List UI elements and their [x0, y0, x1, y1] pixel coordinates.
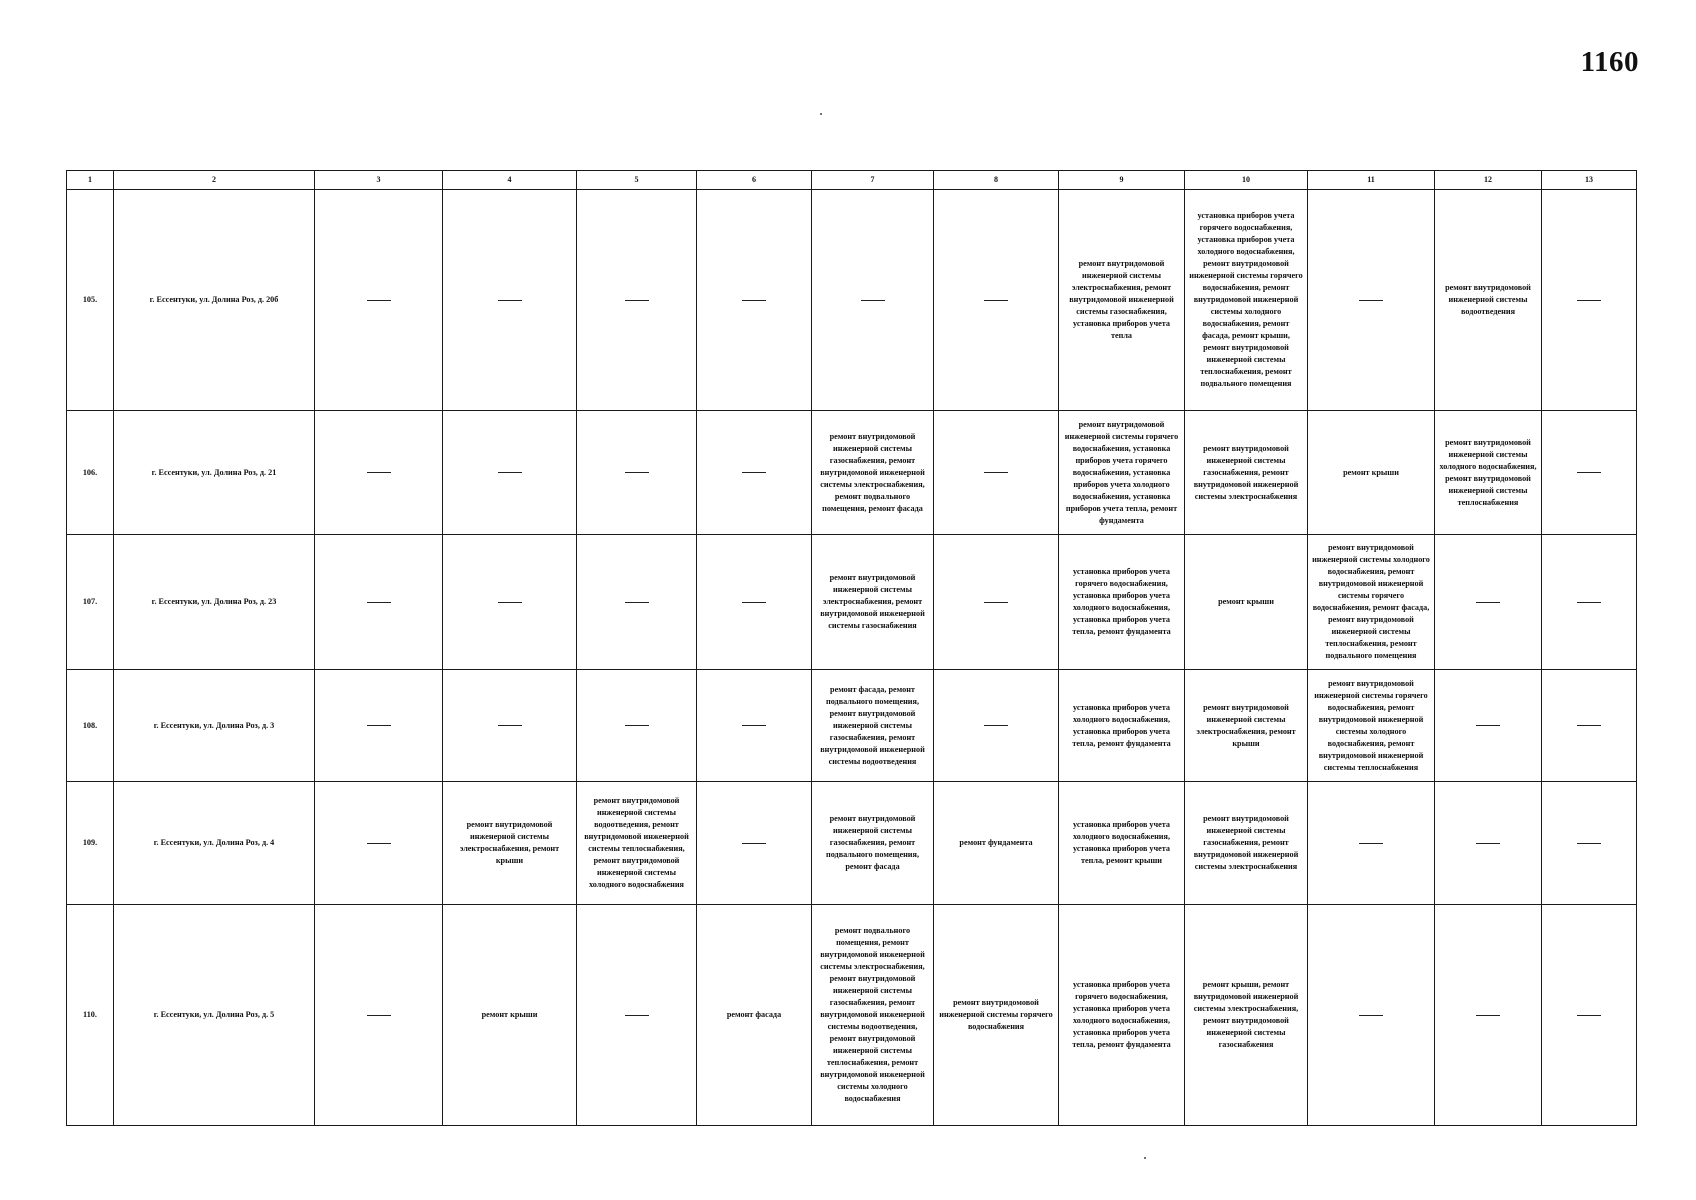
empty-cell	[315, 905, 443, 1126]
work-cell: ремонт крыши, ремонт внутридомовой инженерной системы электроснабжения, ремонт внутридомовой инженерной системы газоснабжения	[1185, 905, 1308, 1126]
row-number: 109.	[67, 782, 114, 905]
work-cell: ремонт внутридомовой инженерной системы газоснабжения, ремонт подвального помещения, ремонт фасада	[812, 782, 934, 905]
dash-mark	[1359, 300, 1383, 301]
empty-cell	[1308, 905, 1435, 1126]
dash-mark	[984, 725, 1008, 726]
dash-mark	[625, 300, 649, 301]
work-cell: ремонт внутридомовой инженерной системы горячего водоснабжения, установка приборов учета горячего водоснабжения, установка приборов учета холодного водоснабжения, установка приборов учета тепла, ремонт фундамента	[1059, 411, 1185, 535]
empty-cell	[812, 190, 934, 411]
table-row	[67, 535, 1637, 670]
dash-mark	[1577, 602, 1601, 603]
empty-cell	[315, 190, 443, 411]
empty-cell	[1542, 190, 1637, 411]
empty-cell	[1542, 670, 1637, 782]
column-header: 7	[812, 171, 934, 190]
column-header: 12	[1435, 171, 1542, 190]
empty-cell	[1308, 782, 1435, 905]
dash-mark	[861, 300, 885, 301]
work-cell: ремонт внутридомовой инженерной системы электроснабжения, ремонт внутридомовой инженерной системы газоснабжения	[812, 535, 934, 670]
dash-mark	[984, 472, 1008, 473]
dash-mark	[1476, 725, 1500, 726]
empty-cell	[577, 411, 697, 535]
empty-cell	[1435, 670, 1542, 782]
address-cell: г. Ессентуки, ул. Долина Роз, д. 20б	[114, 190, 315, 411]
dash-mark	[742, 602, 766, 603]
table-row	[67, 670, 1637, 782]
dash-mark	[367, 725, 391, 726]
address-cell: г. Ессентуки, ул. Долина Роз, д. 23	[114, 535, 315, 670]
empty-cell	[315, 670, 443, 782]
dash-mark	[1359, 1015, 1383, 1016]
empty-cell	[315, 782, 443, 905]
work-cell: ремонт внутридомовой инженерной системы водоотведения	[1435, 190, 1542, 411]
empty-cell	[577, 670, 697, 782]
empty-cell	[934, 535, 1059, 670]
empty-cell	[1542, 411, 1637, 535]
column-header: 2	[114, 171, 315, 190]
empty-cell	[934, 411, 1059, 535]
work-cell: ремонт подвального помещения, ремонт внутридомовой инженерной системы электроснабжения, ремонт внутридомовой инженерной системы газоснабжения, ремонт внутридомовой инженерной системы водоотведения, ремонт внутридомовой инженерной системы теплоснабжения, ремонт внутридомовой инженерной системы холодного водоснабжения	[812, 905, 934, 1126]
empty-cell	[1542, 905, 1637, 1126]
column-header: 3	[315, 171, 443, 190]
repair-schedule-table	[66, 170, 1637, 1126]
work-cell: ремонт крыши	[1308, 411, 1435, 535]
column-header: 9	[1059, 171, 1185, 190]
empty-cell	[577, 905, 697, 1126]
dash-mark	[1577, 300, 1601, 301]
dash-mark	[625, 602, 649, 603]
row-number: 105.	[67, 190, 114, 411]
column-header: 5	[577, 171, 697, 190]
dash-mark	[367, 300, 391, 301]
empty-cell	[1308, 190, 1435, 411]
dash-mark	[1577, 725, 1601, 726]
work-cell: ремонт фасада	[697, 905, 812, 1126]
work-cell: установка приборов учета холодного водоснабжения, установка приборов учета тепла, ремонт крыши	[1059, 782, 1185, 905]
work-cell: установка приборов учета холодного водоснабжения, установка приборов учета тепла, ремонт фундамента	[1059, 670, 1185, 782]
work-cell: установка приборов учета горячего водоснабжения, установка приборов учета холодного водоснабжения, установка приборов учета тепла, ремонт фундамента	[1059, 905, 1185, 1126]
work-cell: ремонт внутридомовой инженерной системы электроснабжения, ремонт внутридомовой инженерной системы газоснабжения, установка приборов учета тепла	[1059, 190, 1185, 411]
work-cell: ремонт внутридомовой инженерной системы электроснабжения, ремонт крыши	[443, 782, 577, 905]
column-header: 6	[697, 171, 812, 190]
dash-mark	[742, 472, 766, 473]
scan-speck	[1144, 1157, 1146, 1159]
dash-mark	[742, 300, 766, 301]
row-number: 106.	[67, 411, 114, 535]
empty-cell	[577, 190, 697, 411]
dash-mark	[367, 472, 391, 473]
empty-cell	[934, 190, 1059, 411]
dash-mark	[984, 300, 1008, 301]
column-header: 1	[67, 171, 114, 190]
empty-cell	[697, 782, 812, 905]
dash-mark	[1577, 472, 1601, 473]
dash-mark	[1476, 843, 1500, 844]
work-cell: ремонт внутридомовой инженерной системы водоотведения, ремонт внутридомовой инженерной системы теплоснабжения, ремонт внутридомовой инженерной системы холодного водоснабжения	[577, 782, 697, 905]
column-header: 10	[1185, 171, 1308, 190]
work-cell: ремонт фундамента	[934, 782, 1059, 905]
work-cell: ремонт внутридомовой инженерной системы горячего водоснабжения	[934, 905, 1059, 1126]
table-row	[67, 411, 1637, 535]
column-header: 13	[1542, 171, 1637, 190]
page-number: 1160	[1580, 46, 1639, 78]
dash-mark	[367, 843, 391, 844]
column-header: 4	[443, 171, 577, 190]
empty-cell	[443, 411, 577, 535]
address-cell: г. Ессентуки, ул. Долина Роз, д. 21	[114, 411, 315, 535]
empty-cell	[315, 535, 443, 670]
work-cell: ремонт внутридомовой инженерной системы холодного водоснабжения, ремонт внутридомовой инженерной системы теплоснабжения	[1435, 411, 1542, 535]
empty-cell	[315, 411, 443, 535]
work-cell: установка приборов учета горячего водоснабжения, установка приборов учета холодного водоснабжения, установка приборов учета тепла, ремонт фундамента	[1059, 535, 1185, 670]
dash-mark	[498, 725, 522, 726]
column-header: 8	[934, 171, 1059, 190]
empty-cell	[1542, 782, 1637, 905]
dash-mark	[1476, 602, 1500, 603]
scan-speck	[820, 113, 822, 115]
column-header: 11	[1308, 171, 1435, 190]
address-cell: г. Ессентуки, ул. Долина Роз, д. 5	[114, 905, 315, 1126]
row-number: 110.	[67, 905, 114, 1126]
dash-mark	[367, 602, 391, 603]
work-cell: ремонт внутридомовой инженерной системы газоснабжения, ремонт внутридомовой инженерной системы электроснабжения	[1185, 782, 1308, 905]
table-row	[67, 782, 1637, 905]
empty-cell	[1435, 905, 1542, 1126]
work-cell: ремонт внутридомовой инженерной системы горячего водоснабжения, ремонт внутридомовой инженерной системы холодного водоснабжения, ремонт внутридомовой инженерной системы теплоснабжения	[1308, 670, 1435, 782]
table-row	[67, 905, 1637, 1126]
dash-mark	[367, 1015, 391, 1016]
work-cell: ремонт внутридомовой инженерной системы холодного водоснабжения, ремонт внутридомовой инженерной системы горячего водоснабжения, ремонт фасада, ремонт внутридомовой инженерной системы теплоснабжения, ремонт подвального помещения	[1308, 535, 1435, 670]
empty-cell	[443, 535, 577, 670]
address-cell: г. Ессентуки, ул. Долина Роз, д. 4	[114, 782, 315, 905]
work-cell: ремонт фасада, ремонт подвального помещения, ремонт внутридомовой инженерной системы газоснабжения, ремонт внутридомовой инженерной системы водоотведения	[812, 670, 934, 782]
dash-mark	[625, 1015, 649, 1016]
empty-cell	[1435, 535, 1542, 670]
empty-cell	[934, 670, 1059, 782]
empty-cell	[697, 535, 812, 670]
row-number: 107.	[67, 535, 114, 670]
work-cell: ремонт внутридомовой инженерной системы электроснабжения, ремонт крыши	[1185, 670, 1308, 782]
empty-cell	[697, 190, 812, 411]
dash-mark	[1577, 1015, 1601, 1016]
dash-mark	[498, 300, 522, 301]
dash-mark	[625, 725, 649, 726]
work-cell: ремонт внутридомовой инженерной системы газоснабжения, ремонт внутридомовой инженерной системы электроснабжения	[1185, 411, 1308, 535]
work-cell: ремонт внутридомовой инженерной системы газоснабжения, ремонт внутридомовой инженерной системы электроснабжения, ремонт подвального помещения, ремонт фасада	[812, 411, 934, 535]
empty-cell	[697, 670, 812, 782]
empty-cell	[577, 535, 697, 670]
work-cell: установка приборов учета горячего водоснабжения, установка приборов учета холодного водоснабжения, ремонт внутридомовой инженерной системы горячего водоснабжения, ремонт внутридомовой инженерной системы холодного водоснабжения, ремонт фасада, ремонт крыши, ремонт внутридомовой инженерной системы теплоснабжения, ремонт подвального помещения	[1185, 190, 1308, 411]
dash-mark	[1359, 843, 1383, 844]
dash-mark	[498, 602, 522, 603]
column-number-row	[67, 171, 1637, 190]
dash-mark	[498, 472, 522, 473]
dash-mark	[742, 725, 766, 726]
work-cell: ремонт крыши	[1185, 535, 1308, 670]
dash-mark	[742, 843, 766, 844]
dash-mark	[984, 602, 1008, 603]
empty-cell	[443, 190, 577, 411]
dash-mark	[625, 472, 649, 473]
dash-mark	[1476, 1015, 1500, 1016]
empty-cell	[443, 670, 577, 782]
row-number: 108.	[67, 670, 114, 782]
empty-cell	[697, 411, 812, 535]
address-cell: г. Ессентуки, ул. Долина Роз, д. 3	[114, 670, 315, 782]
dash-mark	[1577, 843, 1601, 844]
work-cell: ремонт крыши	[443, 905, 577, 1126]
empty-cell	[1542, 535, 1637, 670]
table-row	[67, 190, 1637, 411]
empty-cell	[1435, 782, 1542, 905]
